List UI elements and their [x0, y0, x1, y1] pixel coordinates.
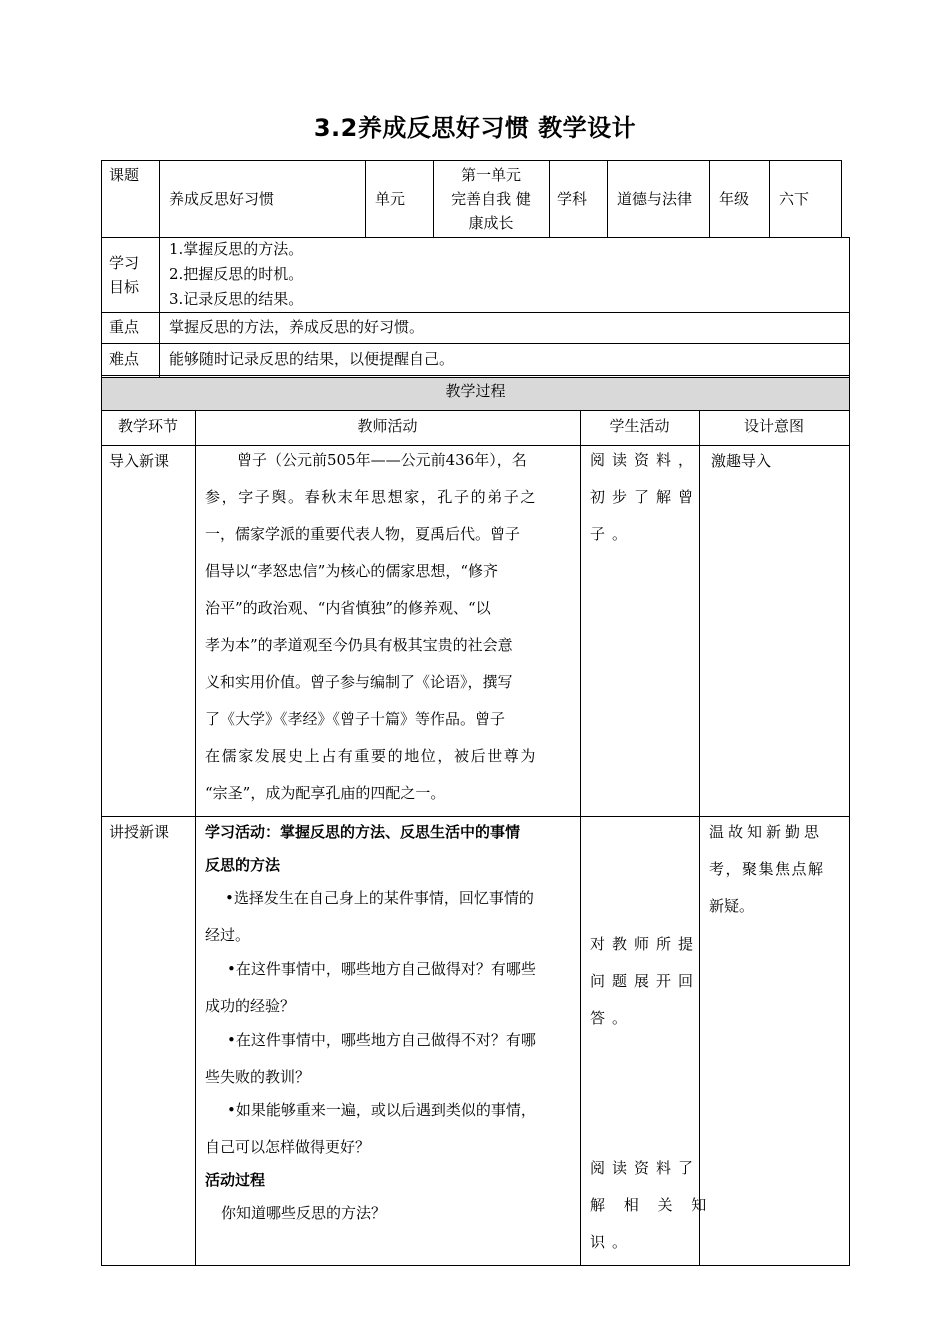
teacher-line: 倡导以“孝怒忠信”为核心的儒家思想，“修齐 [205, 562, 499, 580]
unit-label: 单元 [375, 190, 406, 208]
column-header-stage: 教学环节 [117, 417, 178, 435]
teacher-line: 参，字子舆。春秋末年思想家，孔子的弟子之 [205, 488, 538, 506]
student-line: 问题展开回 [590, 972, 701, 990]
teacher-line: 孝为本”的孝道观至今仍具有极其宝贵的社会意 [205, 636, 513, 654]
teacher-line: •选择发生在自己身上的某件事情，回忆事情的 [225, 889, 534, 907]
teacher-line: 了《大学》《孝经》《曾子十篇》等作品。曾子 [205, 710, 506, 728]
grade-label: 年级 [719, 190, 750, 208]
unit-value-line-2: 完善自我 健 [451, 190, 531, 208]
question-text: 你知道哪些反思的方法？ [221, 1204, 387, 1222]
teacher-line: 在儒家发展史上占有重要的地位，被后世尊为 [205, 747, 538, 765]
teacher-line: 治平”的政治观、“内省慎独”的修养观、“以 [205, 599, 491, 617]
intent-cell: 激趣导入 [711, 452, 772, 470]
teacher-line: 一，儒家学派的重要代表人物，夏禹后代。曾子 [205, 525, 521, 543]
subject-label: 学科 [557, 190, 588, 208]
student-line: 答。 [590, 1009, 635, 1027]
key-point-text: 掌握反思的方法，养成反思的好习惯。 [169, 318, 425, 336]
goals-label-line-2: 目标 [109, 278, 140, 296]
difficulty-label: 难点 [109, 350, 140, 368]
goal-item-3: 3.记录反思的结果。 [169, 290, 304, 308]
teacher-line: •在这件事情中，哪些地方自己做得不对？有哪 [227, 1031, 536, 1049]
teacher-line: “宗圣”，成为配享孔庙的四配之一。 [205, 784, 446, 802]
grade-value: 六下 [779, 190, 810, 208]
unit-value-line-3: 康成长 [468, 214, 514, 232]
teacher-line: •在这件事情中，哪些地方自己做得对？有哪些 [227, 960, 536, 978]
goals-label-line-1: 学习 [109, 254, 140, 272]
student-line: 解 相 关 知 [590, 1196, 714, 1214]
process-title: 活动过程 [205, 1171, 266, 1189]
teacher-line: •如果能够重来一遍，或以后遇到类似的事情， [227, 1101, 536, 1119]
teacher-line: 义和实用价值。曾子参与编制了《论语》，撰写 [205, 673, 513, 691]
teacher-line: 成功的经验？ [205, 997, 296, 1015]
student-line: 对教师所提 [590, 935, 701, 953]
topic-value: 养成反思好习惯 [169, 190, 275, 208]
column-header-student: 学生活动 [609, 417, 670, 435]
intent-line: 温故知新勤思 [709, 823, 824, 841]
goal-item-2: 2.把握反思的时机。 [169, 265, 304, 283]
student-line: 识。 [590, 1233, 635, 1251]
unit-value-line-1: 第一单元 [460, 166, 521, 184]
teacher-line: 些失败的教训？ [205, 1068, 311, 1086]
process-header: 教学过程 [445, 382, 506, 400]
goal-item-1: 1.掌握反思的方法。 [169, 240, 304, 258]
method-title: 反思的方法 [205, 856, 281, 874]
page-title: 3.2养成反思好习惯 教学设计 [313, 114, 637, 142]
teacher-line: 自己可以怎样做得更好？ [205, 1138, 371, 1156]
student-line: 阅读资料了 [590, 1159, 701, 1177]
student-line: 阅读资料， [590, 451, 701, 469]
stage-cell: 导入新课 [109, 452, 170, 470]
teacher-line: 经过。 [205, 926, 251, 944]
topic-label: 课题 [109, 166, 140, 184]
subject-value: 道德与法律 [617, 190, 693, 208]
student-line: 初步了解曾 [590, 488, 701, 506]
intent-line: 新疑。 [709, 897, 755, 915]
student-line: 子。 [590, 525, 635, 543]
key-point-label: 重点 [109, 318, 140, 336]
difficulty-text: 能够随时记录反思的结果，以便提醒自己。 [169, 350, 455, 368]
stage-cell: 讲授新课 [109, 823, 170, 841]
intent-line: 考，聚集焦点解 [709, 860, 825, 878]
teacher-line: 曾子（公元前505年——公元前436年），名 [237, 451, 527, 469]
column-header-teacher: 教师活动 [357, 417, 418, 435]
column-header-intent: 设计意图 [743, 417, 804, 435]
activity-title: 学习活动：掌握反思的方法、反思生活中的事情 [205, 823, 521, 841]
